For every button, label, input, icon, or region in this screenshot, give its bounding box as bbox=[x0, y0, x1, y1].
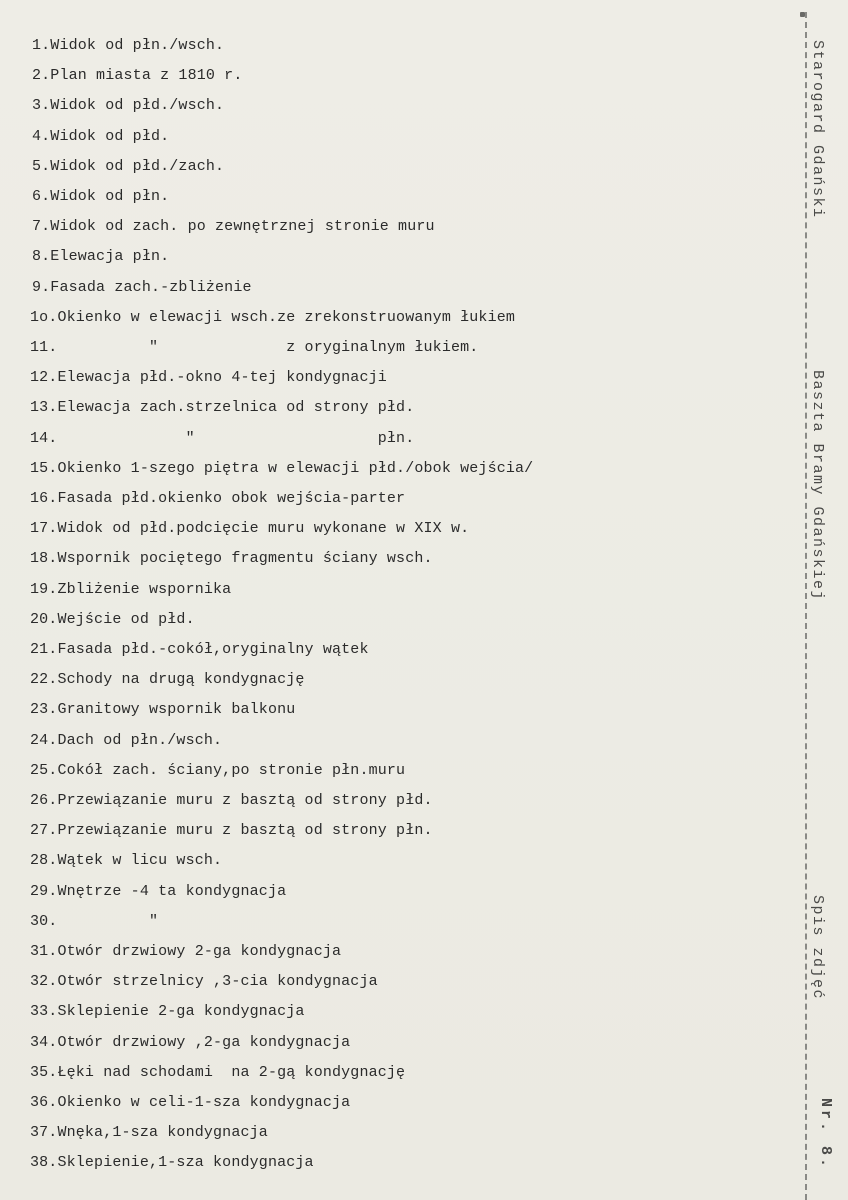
list-item: 27.Przewiązanie muru z basztą od strony płn. bbox=[30, 822, 433, 839]
list-item: 13.Elewacja zach.strzelnica od strony płd. bbox=[30, 399, 415, 416]
list-item: 35.Łęki nad schodami na 2-gą kondygnację bbox=[30, 1064, 406, 1081]
list-item: 38.Sklepienie,1-sza kondygnacja bbox=[30, 1154, 314, 1171]
list-item: 1o.Okienko w elewacji wsch.ze zrekonstruowanym łukiem bbox=[30, 309, 516, 326]
list-item: 9.Fasada zach.-zbliżenie bbox=[32, 279, 252, 296]
list-item: 34.Otwór drzwiowy ,2-ga kondygnacja bbox=[30, 1034, 351, 1051]
list-item: 14. " płn. bbox=[30, 430, 415, 447]
list-item: 6.Widok od płn. bbox=[32, 188, 170, 205]
list-item: 16.Fasada płd.okienko obok wejścia-parter bbox=[30, 490, 406, 507]
list-item: 5.Widok od płd./zach. bbox=[32, 158, 225, 175]
list-item: 23.Granitowy wspornik balkonu bbox=[30, 701, 296, 718]
list-item: 17.Widok od płd.podcięcie muru wykonane w XIX w. bbox=[30, 520, 470, 537]
list-item: 32.Otwór strzelnicy ,3-cia kondygnacja bbox=[30, 973, 378, 990]
list-item: 19.Zbliżenie wspornika bbox=[30, 581, 232, 598]
list-item: 31.Otwór drzwiowy 2-ga kondygnacja bbox=[30, 943, 342, 960]
list-item: 18.Wspornik pociętego fragmentu ściany wsch. bbox=[30, 550, 433, 567]
list-item: 37.Wnęka,1-sza kondygnacja bbox=[30, 1124, 268, 1141]
list-item: 25.Cokół zach. ściany,po stronie płn.muru bbox=[30, 762, 406, 779]
list-item: 30. " bbox=[30, 913, 159, 930]
list-item: 2.Plan miasta z 1810 r. bbox=[32, 67, 243, 84]
list-item: 24.Dach od płn./wsch. bbox=[30, 732, 223, 749]
margin-number: Nr. 8. bbox=[817, 1098, 834, 1171]
list-item: 1.Widok od płn./wsch. bbox=[32, 37, 225, 54]
list-item: 36.Okienko w celi-1-sza kondygnacja bbox=[30, 1094, 351, 1111]
list-item: 15.Okienko 1-szego piętra w elewacji płd./obok wejścia/ bbox=[30, 460, 534, 477]
list-item: 20.Wejście od płd. bbox=[30, 611, 195, 628]
margin-section: Spis zdjęć bbox=[809, 895, 826, 1001]
list-item: 12.Elewacja płd.-okno 4-tej kondygnacji bbox=[30, 369, 387, 386]
list-item: 7.Widok od zach. po zewnętrznej stronie muru bbox=[32, 218, 435, 235]
list-item: 8.Elewacja płn. bbox=[32, 248, 170, 265]
list-item: 29.Wnętrze -4 ta kondygnacja bbox=[30, 883, 287, 900]
list-item: 3.Widok od płd./wsch. bbox=[32, 97, 225, 114]
list-item: 33.Sklepienie 2-ga kondygnacja bbox=[30, 1003, 305, 1020]
list-item: 11. " z oryginalnym łukiem. bbox=[30, 339, 479, 356]
list-item: 21.Fasada płd.-cokół,oryginalny wątek bbox=[30, 641, 369, 658]
list-item: 26.Przewiązanie muru z basztą od strony płd. bbox=[30, 792, 433, 809]
list-item: 28.Wątek w licu wsch. bbox=[30, 852, 223, 869]
margin-object: Baszta Bramy Gdańskiej bbox=[809, 370, 826, 602]
margin-place: Starogard Gdański bbox=[809, 40, 826, 219]
list-item: 22.Schody na drugą kondygnację bbox=[30, 671, 305, 688]
margin-rule bbox=[805, 12, 807, 1200]
list-item: 4.Widok od płd. bbox=[32, 128, 170, 145]
